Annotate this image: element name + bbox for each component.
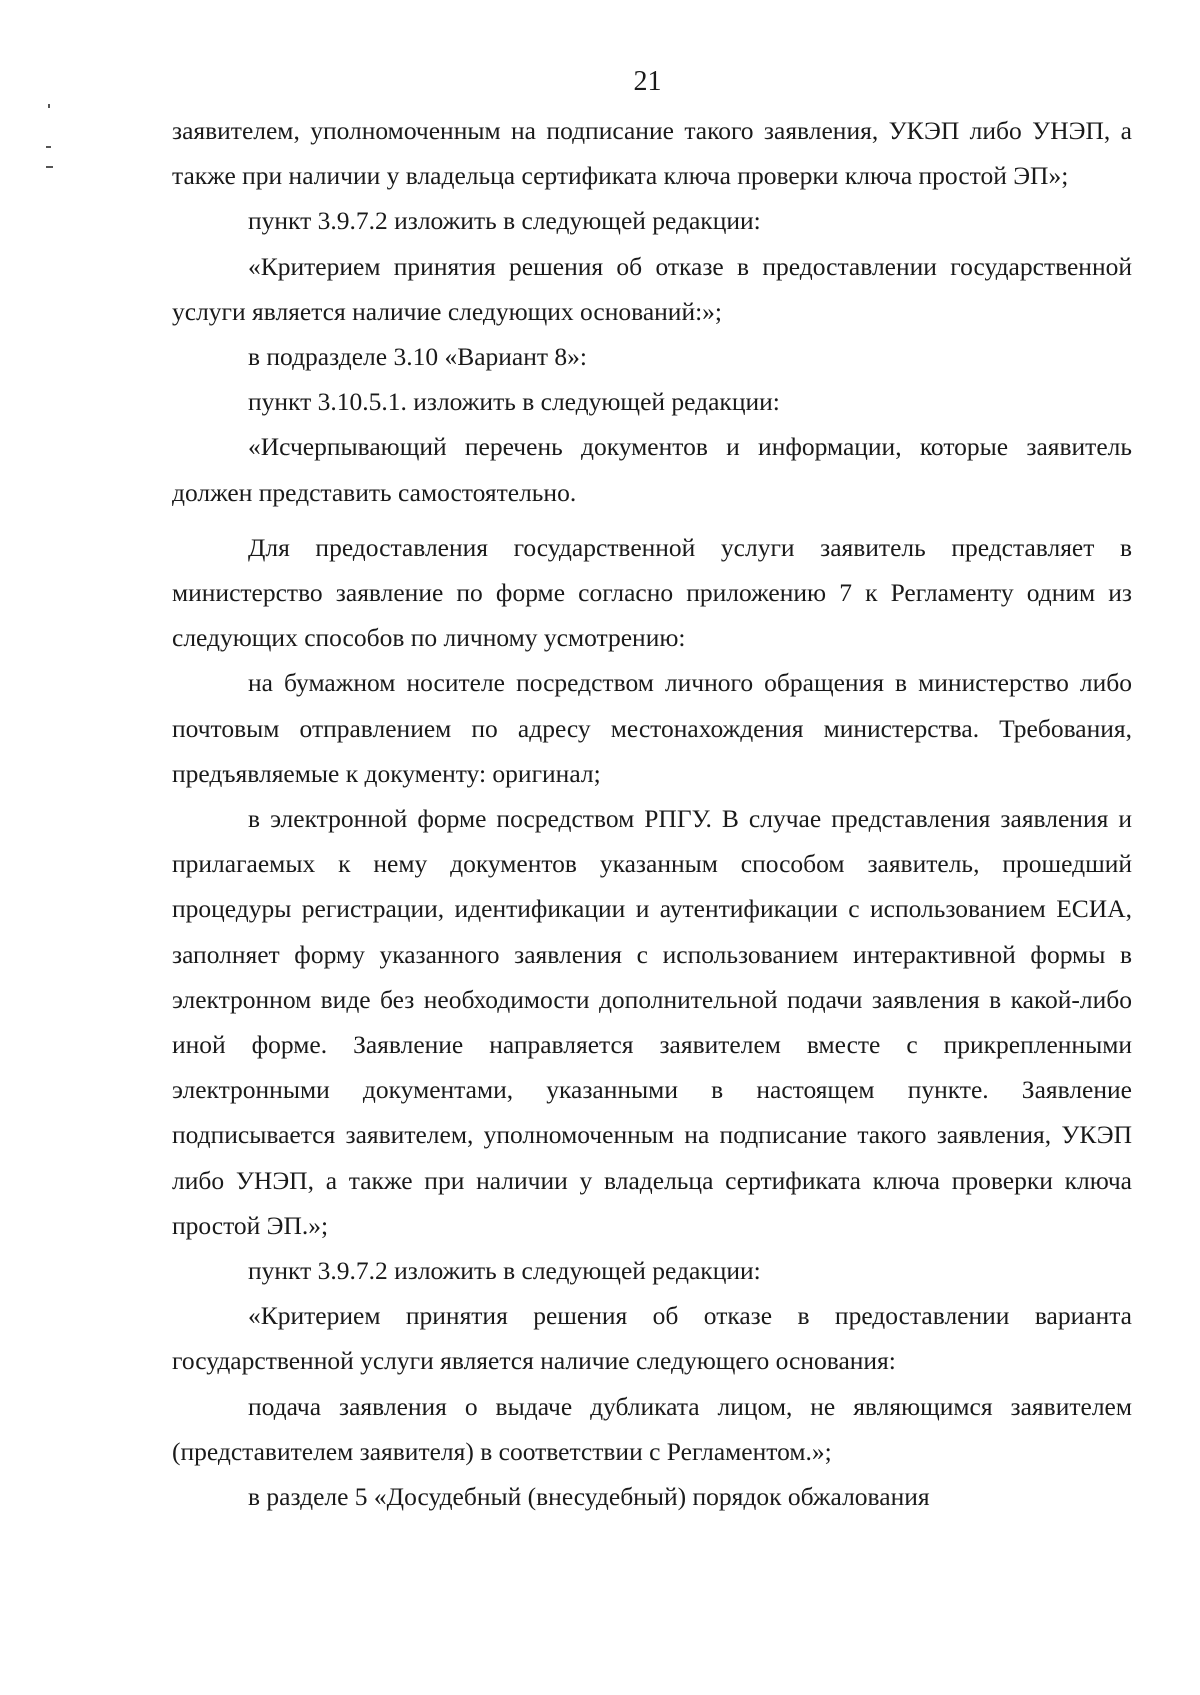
paragraph: Для предоставления государственной услуги заявитель представляет в министерство заявление по форме согласно приложению 7 к Регламенту одним из следующих способов по личному усмотрению: bbox=[172, 532, 1132, 653]
paragraph: пункт 3.9.7.2 изложить в следующей редакции: bbox=[248, 1256, 761, 1286]
document-body bbox=[172, 108, 1132, 1519]
margin-mark bbox=[46, 146, 51, 148]
paragraph: «Критерием принятия решения об отказе в предоставлении государственной услуги является наличие следующих оснований:»; bbox=[172, 251, 1132, 326]
margin-marks bbox=[40, 100, 60, 190]
paragraph: подача заявления о выдаче дубликата лицом, не являющимся заявителем (представителем заявителя) в соответствии с Регламентом.»; bbox=[172, 1391, 1132, 1466]
margin-mark bbox=[48, 104, 50, 108]
paragraph: в подразделе 3.10 «Вариант 8»: bbox=[248, 342, 587, 372]
paragraph-continuation: заявителем, уполномоченным на подписание такого заявления, УКЭП либо УНЭП, а также при наличии у владельца сертификата ключа проверки ключа простой ЭП»; bbox=[172, 116, 1132, 191]
paragraph: в разделе 5 «Досудебный (внесудебный) порядок обжалования bbox=[248, 1482, 930, 1512]
paragraph: на бумажном носителе посредством личного обращения в министерство либо почтовым отправлением по адресу местонахождения министерства. Требования, предъявляемые к документу: оригинал; bbox=[172, 668, 1132, 788]
page-number: 21 bbox=[633, 66, 662, 97]
paragraph: пункт 3.9.7.2 изложить в следующей редакции: bbox=[248, 206, 761, 236]
paragraph: «Критерием принятия решения об отказе в предоставлении варианта государственной услуги является наличие следующего основания: bbox=[172, 1301, 1132, 1376]
paragraph: «Исчерпывающий перечень документов и информации, которые заявитель должен представить самостоятельно. bbox=[172, 432, 1132, 507]
paragraph: пункт 3.10.5.1. изложить в следующей редакции: bbox=[248, 387, 780, 417]
paragraph: в электронной форме посредством РПГУ. В случае представления заявления и прилагаемых к нему документов указанным способом заявитель, прошедший процедуры регистрации, идентификации и аутентификации с использованием ЕСИА, заполняет форму указанного заявления с использованием интерактивной формы в электронном виде без необходимости дополнительной подачи заявления в какой-либо иной форме. Заявление направляется заявителем вместе с прикрепленными электронными документами, указанными в настоящем пункте. Заявление подписывается заявителем, уполномоченным на подписание такого заявления, УКЭП либо УНЭП, а также при наличии у владельца сертификата ключа проверки ключа простой ЭП.»; bbox=[172, 804, 1132, 1240]
margin-mark bbox=[46, 166, 53, 168]
